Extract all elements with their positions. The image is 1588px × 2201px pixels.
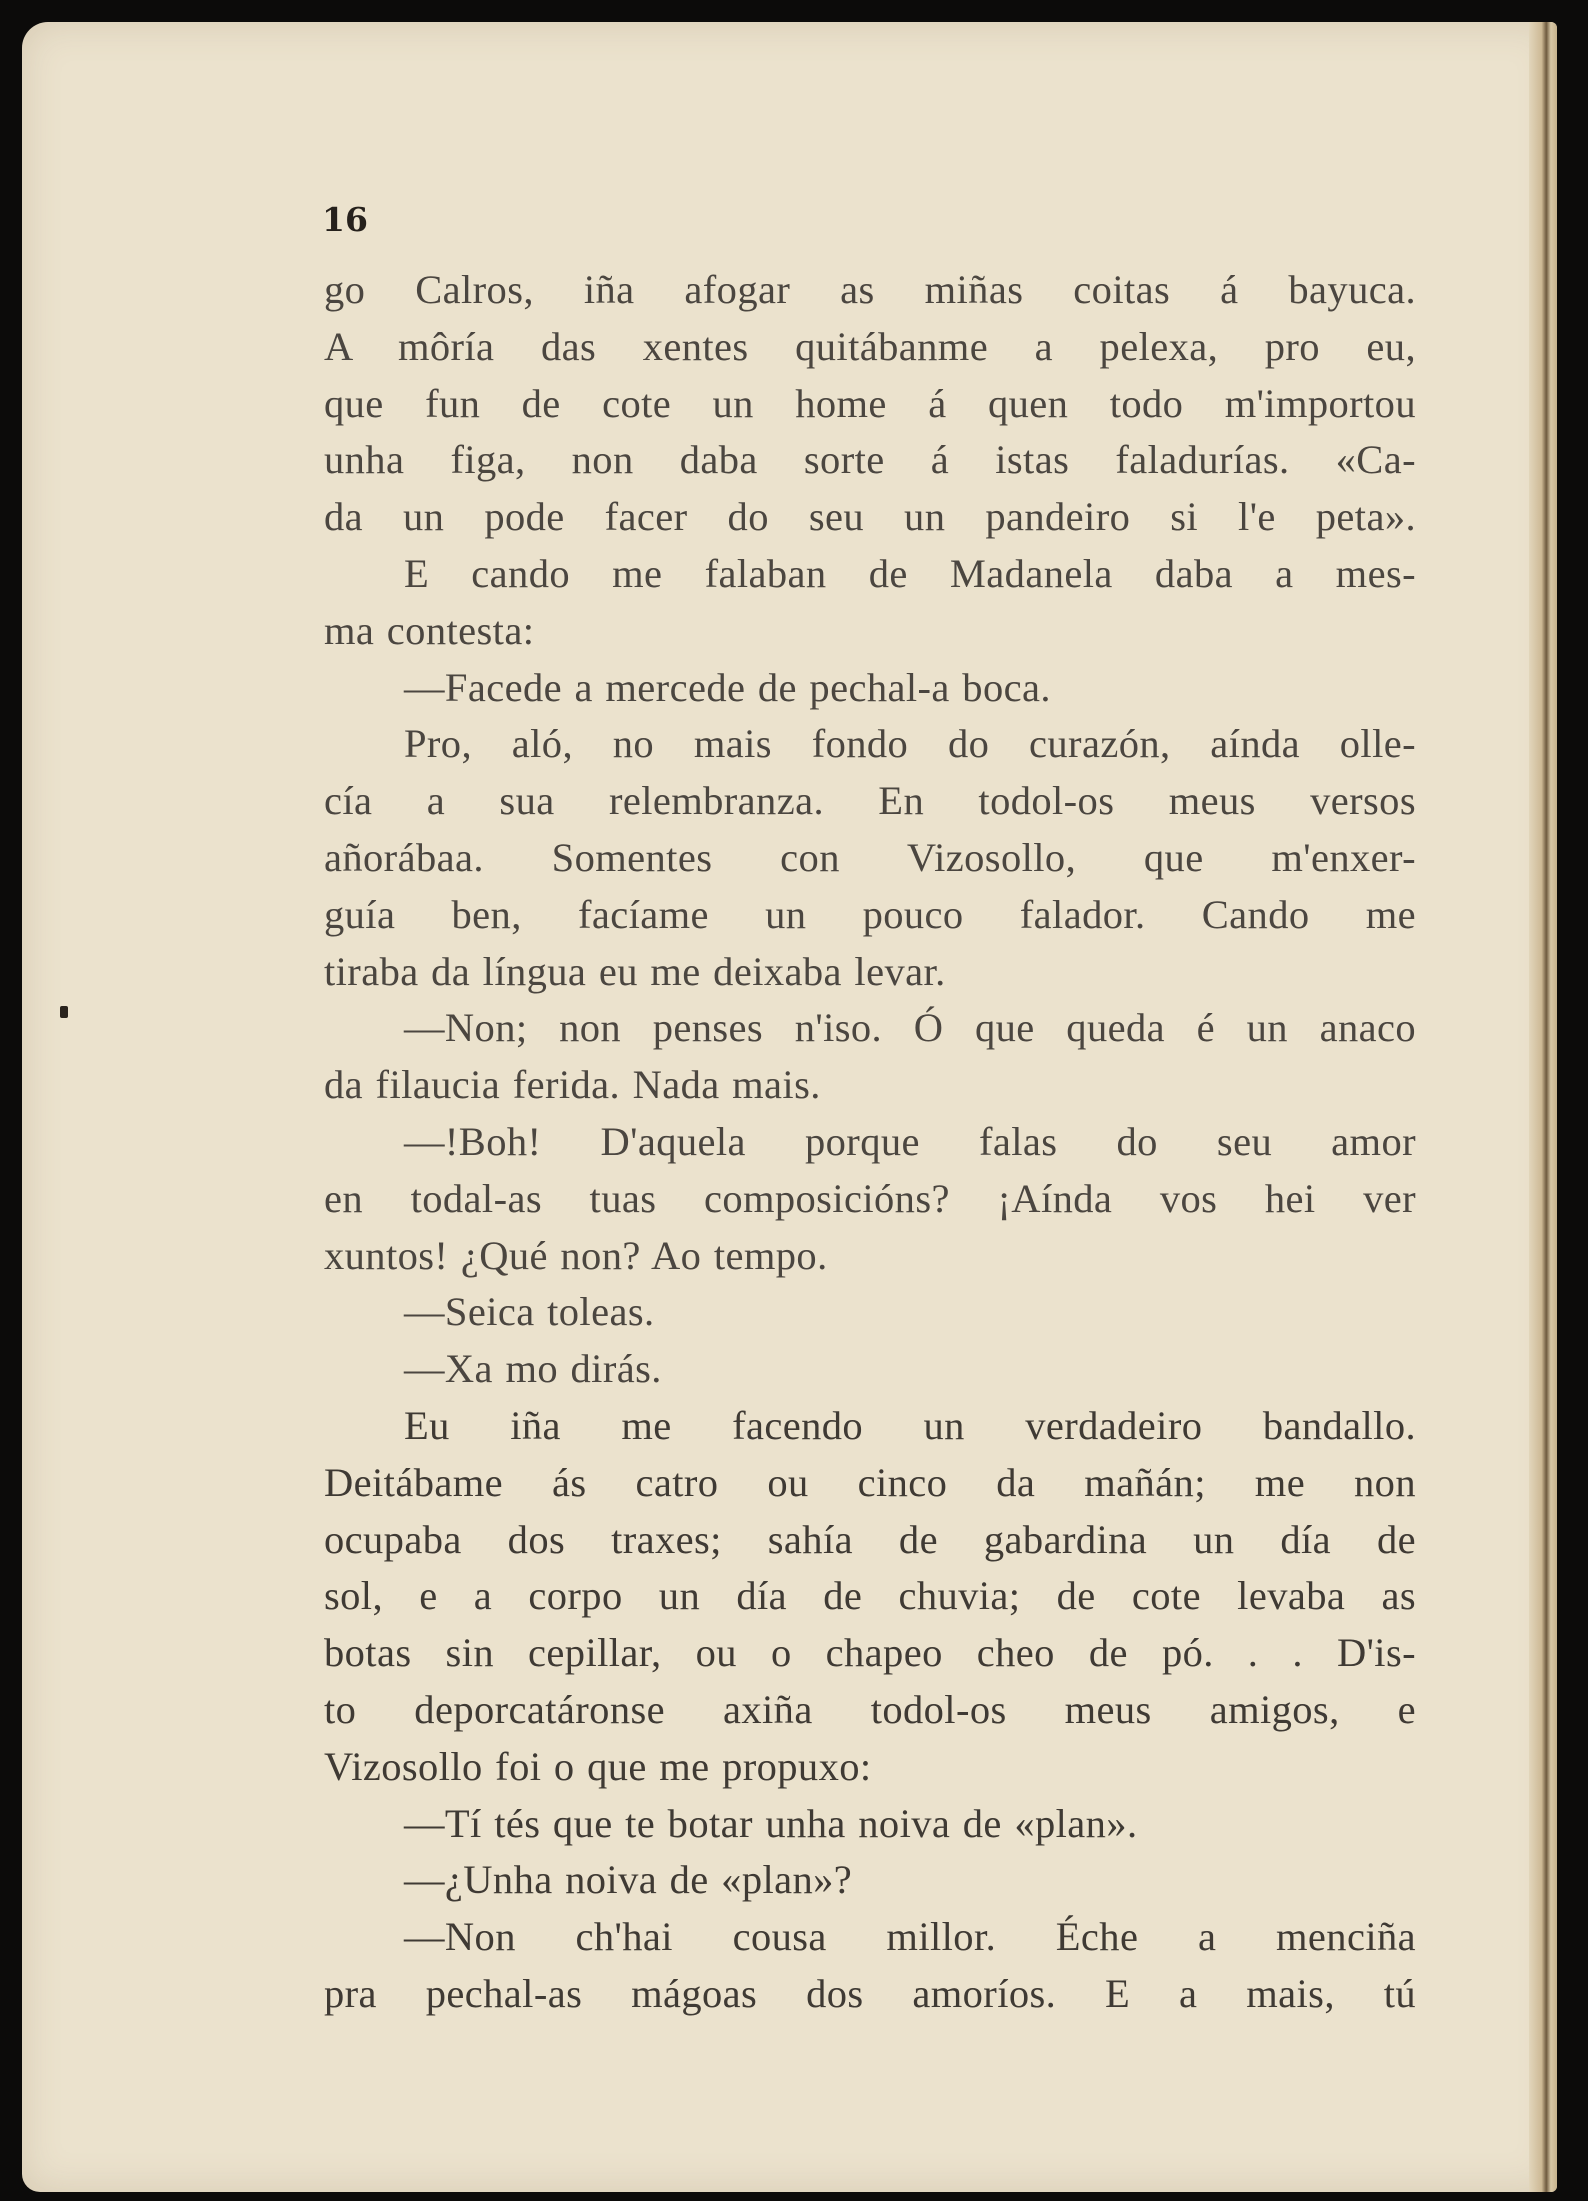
text-line: pra pechal-as mágoas dos amoríos. E a mais, tú (324, 1970, 1416, 2016)
margin-mark (60, 1006, 68, 1018)
text-line: —Non ch'hai cousa millor. Éche a menciña (404, 1914, 1416, 1960)
text-line: Deitábame ás catro ou cinco da mañán; me non (324, 1459, 1416, 1505)
body-text (324, 262, 1416, 2023)
text-line: Pro, aló, no mais fondo do curazón, aínda olle- (404, 721, 1416, 767)
text-line: —Facede a mercede de pechal-a boca. (404, 664, 1051, 710)
text-line: —Non; non penses n'iso. Ó que queda é un anaco (404, 1005, 1416, 1051)
text-line: go Calros, iña afogar as miñas coitas á bayuca. (324, 267, 1416, 312)
page-number: 16 (322, 200, 368, 239)
text-line: Eu iña me facendo un verdadeiro bandallo. (404, 1402, 1416, 1448)
text-line: Vizosollo foi o que me propuxo: (324, 1743, 872, 1789)
text-line: —¿Unha noiva de «plan»? (404, 1857, 853, 1903)
text-line: da filaucia ferida. Nada mais. (324, 1062, 821, 1108)
text-line: —Xa mo dirás. (404, 1346, 662, 1392)
text-line: —!Boh! D'aquela porque falas do seu amor (404, 1118, 1416, 1164)
paper-page (22, 22, 1557, 2192)
text-line: cía a sua relembranza. En todol-os meus versos (324, 778, 1416, 824)
text-line: añorábaa. Somentes con Vizosollo, que m'enxer- (324, 834, 1416, 880)
text-line: unha figa, non daba sorte á istas faladurías. «Ca- (324, 437, 1416, 483)
text-line: ocupaba dos traxes; sahía de gabardina un día de (324, 1516, 1416, 1562)
book-gutter (1529, 22, 1557, 2192)
text-line: tiraba da língua eu me deixaba levar. (324, 948, 946, 994)
text-line: ma contesta: (324, 607, 535, 653)
text-line: —Tí tés que te botar unha noiva de «plan». (404, 1800, 1138, 1846)
text-line: sol, e a corpo un día de chuvia; de cote levaba as (324, 1573, 1416, 1619)
text-line: guía ben, facíame un pouco falador. Cando me (324, 891, 1416, 937)
text-line: que fun de cote un home á quen todo m'importou (324, 380, 1416, 426)
text-line: —Seica toleas. (404, 1289, 655, 1335)
text-line: to deporcatáronse axiña todol-os meus amigos, e (324, 1686, 1416, 1732)
text-line: xuntos! ¿Qué non? Ao tempo. (324, 1232, 828, 1278)
text-line: E cando me falaban de Madanela daba a mes- (404, 550, 1416, 596)
text-line: botas sin cepillar, ou o chapeo cheo de pó. . . D'is- (324, 1630, 1416, 1676)
text-line: en todal-as tuas composicións? ¡Aínda vos hei ver (324, 1175, 1416, 1221)
text-line: A môría das xentes quitábanme a pelexa, pro eu, (324, 323, 1416, 369)
text-line: da un pode facer do seu un pandeiro si l'e peta». (324, 494, 1416, 540)
